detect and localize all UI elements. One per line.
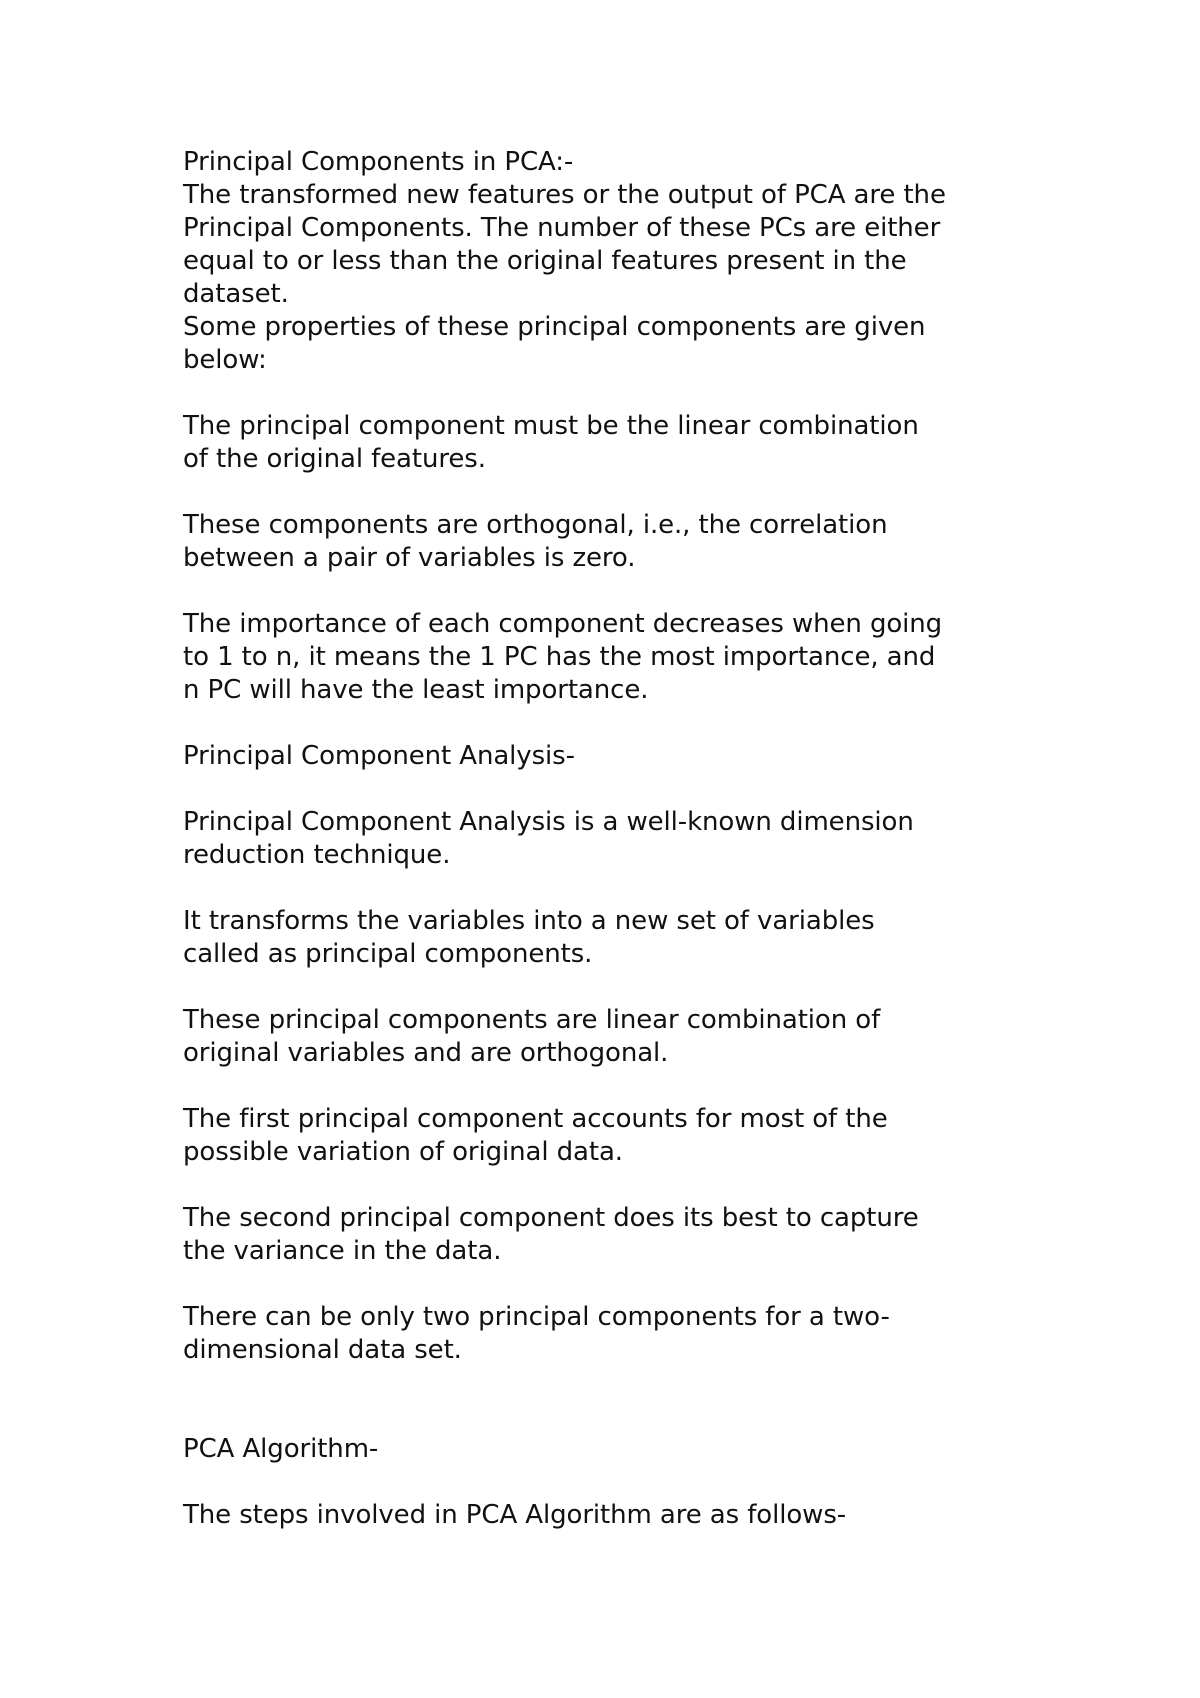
text-line: below: [183,345,267,375]
blank-line [183,575,1063,608]
text-line: The steps involved in PCA Algorithm are as follows- [183,1500,847,1530]
text-line: called as principal components. [183,939,593,969]
text-line: between a pair of variables is zero. [183,543,636,573]
paragraph-pca-2 [183,905,1063,971]
text-line: There can be only two principal components for a two- [183,1302,890,1332]
paragraph-property-3 [183,608,1063,707]
text-line: Principal Components. The number of these PCs are either [183,213,941,243]
text-line: the variance in the data. [183,1236,502,1266]
paragraph-properties-intro [183,311,1063,377]
blank-line [183,476,1063,509]
paragraph-pca-5 [183,1202,1063,1268]
text-line: equal to or less than the original features present in the [183,246,907,276]
text-line: Principal Component Analysis- [183,741,575,771]
text-line: Principal Components in PCA:- [183,147,574,177]
text-line: These principal components are linear combination of [183,1005,881,1035]
text-line: The transformed new features or the output of PCA are the [183,180,946,210]
paragraph-property-2 [183,509,1063,575]
paragraph-pca-3 [183,1004,1063,1070]
blank-line [183,1169,1063,1202]
text-line: dataset. [183,279,289,309]
paragraph-algorithm-steps [183,1499,1063,1532]
heading-pca-algorithm [183,1433,1063,1466]
text-line: dimensional data set. [183,1335,462,1365]
heading-principal-components [183,146,1063,179]
blank-line [183,1070,1063,1103]
text-line: n PC will have the least importance. [183,675,649,705]
text-line: PCA Algorithm- [183,1434,379,1464]
blank-line [183,872,1063,905]
heading-principal-component-analysis [183,740,1063,773]
paragraph-pca-4 [183,1103,1063,1169]
paragraph-property-1 [183,410,1063,476]
text-line: These components are orthogonal, i.e., the correlation [183,510,888,540]
text-line: It transforms the variables into a new set of variables [183,906,875,936]
text-line: of the original features. [183,444,486,474]
text-line: Principal Component Analysis is a well-known dimension [183,807,914,837]
paragraph-pca-6 [183,1301,1063,1367]
blank-line [183,773,1063,806]
text-line: to 1 to n, it means the 1 PC has the most importance, and [183,642,936,672]
blank-line [183,377,1063,410]
blank-line [183,971,1063,1004]
text-line: The second principal component does its best to capture [183,1203,919,1233]
blank-lines [183,1367,1063,1433]
text-line: The principal component must be the linear combination [183,411,919,441]
text-line: possible variation of original data. [183,1137,623,1167]
text-line: original variables and are orthogonal. [183,1038,669,1068]
document-body [183,146,1063,1532]
text-line: The importance of each component decreases when going [183,609,943,639]
text-line: reduction technique. [183,840,451,870]
blank-line [183,1268,1063,1301]
text-line: The first principal component accounts for most of the [183,1104,888,1134]
blank-line [183,1466,1063,1499]
paragraph-pca-1 [183,806,1063,872]
text-line: Some properties of these principal components are given [183,312,926,342]
blank-line [183,707,1063,740]
paragraph-intro [183,179,1063,311]
